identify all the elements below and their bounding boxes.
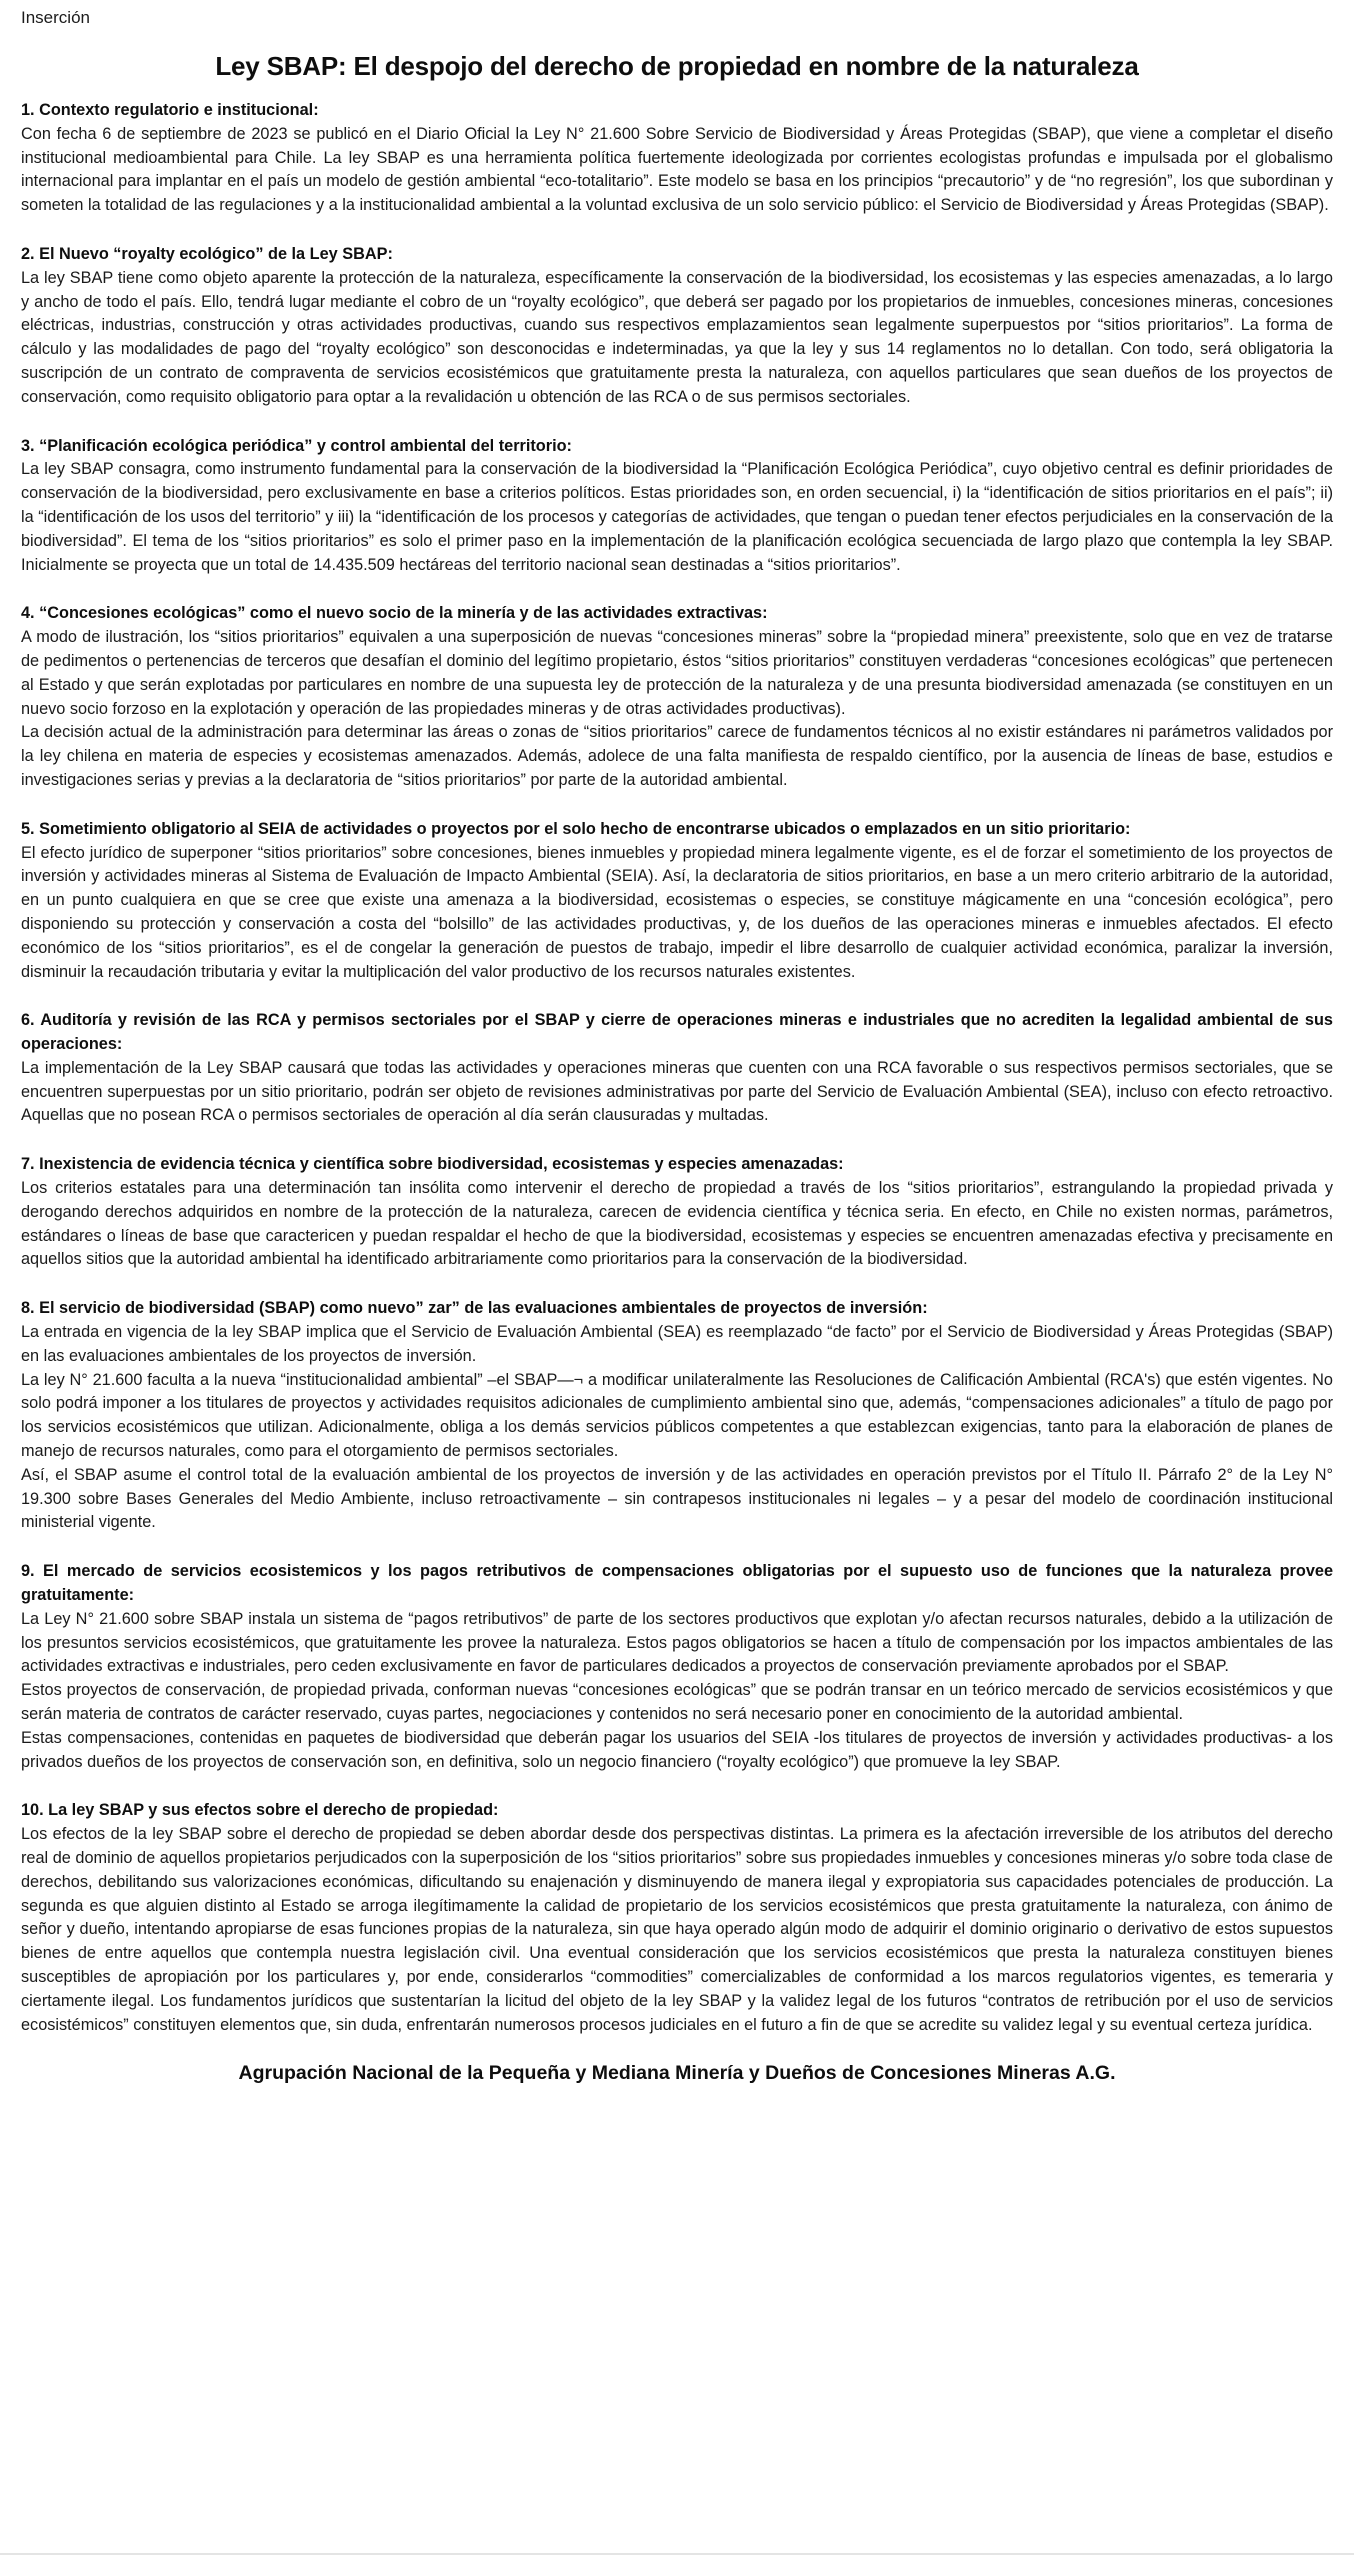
section-7-heading: 7. Inexistencia de evidencia técnica y científica sobre biodiversidad, ecosistemas y especies amenazadas: [21, 1155, 844, 1174]
section-10 [21, 1799, 1333, 2037]
section-5-heading: 5. Sometimiento obligatorio al SEIA de actividades o proyectos por el solo hecho de encontrarse ubicados o emplazados en un sitio prioritario: [21, 819, 1131, 838]
section-5-paragraph-1: El efecto jurídico de superponer “sitios prioritarios” sobre concesiones, bienes inmuebles y propiedad minera legalmente vigente, es el de forzar el sometimiento de los proyectos de inversión y actividades mineras al Sistema de Evaluación de Impacto Ambiental (SEIA). Así, la declaratoria de sitios prioritarios, en base a un mero criterio arbitrario de la autoridad, en un punto cualquiera en que se cree que existe una amenaza a la biodiversidad, ecosistemas o especies, se constituye mágicamente en una “concesión ecológica”, pero disponiendo su protección y conservación a costa del “bolsillo” de las actividades productivas, y, de los dueños de las operaciones mineras e inmuebles afectados. El efecto económico de los “sitios prioritarios”, es el de congelar la generación de puestos de trabajo, impedir el libre desarrollo de cualquier actividad económica, paralizar la inversión, disminuir la recaudación tributaria y evitar la multiplicación del valor productivo de los recursos naturales existentes. [21, 843, 1333, 981]
section-3-paragraph-1: La ley SBAP consagra, como instrumento fundamental para la conservación de la biodiversidad la “Planificación Ecológica Periódica”, cuyo objetivo central es definir prioridades de conservación de la biodiversidad, pero exclusivamente en base a criterios políticos. Estas prioridades son, en orden secuencial, i) la “identificación de sitios prioritarios en el país”; ii) la “identificación de los usos del territorio” y iii) la “identificación de los procesos y categorías de actividades, que tengan o puedan tener efectos perjudiciales en la conservación de la biodiversidad”. El tema de los “sitios prioritarios” es solo el primer paso en la implementación de la planificación ecológica secuenciada de largo plazo que contempla la ley SBAP. Inicialmente se proyecta que un total de 14.435.509 hectáreas del territorio nacional sean destinadas a “sitios prioritarios”. [21, 460, 1333, 574]
section-4-paragraph-1: A modo de ilustración, los “sitios prioritarios” equivalen a una superposición de nuevas “concesiones mineras” sobre la “propiedad minera” preexistente, solo que en vez de tratarse de pedimentos o pertenencias de terceros que desafían el dominio del legítimo propietario, éstos “sitios prioritarios” constituyen verdaderas “concesiones ecológicas” que pertenecen al Estado y que serán explotadas por particulares en nombre de una supuesta ley de protección de la naturaleza y de una presunta biodiversidad amenazada (se constituyen en un nuevo socio forzoso en la explotación y operación de las propiedades mineras y de otras actividades productivas). [21, 628, 1333, 718]
section-8-paragraph-2: La ley N° 21.600 faculta a la nueva “institucionalidad ambiental” –el SBAP—¬ a modificar unilateralmente las Resoluciones de Calificación Ambiental (RCA's) que estén vigentes. No solo podrá imponer a los titulares de proyectos y actividades requisitos adicionales de cumplimiento ambiental sino que, además, “compensaciones adicionales” a título de pago por los servicios ecosistémicos que utilizan. Adicionalmente, obliga a los demás servicios públicos competentes a que establezcan exigencias, tanto para la elaboración de planes de manejo de recursos naturales, como para el otorgamiento de permisos sectoriales. [21, 1370, 1333, 1461]
section-9-paragraph-2: Estos proyectos de conservación, de propiedad privada, conforman nuevas “concesiones ecológicas” que se podrán transar en un teórico mercado de servicios ecosistémicos y que serán materia de contratos de carácter reservado, cuyas partes, negociaciones y contenidos no será necesario poner en conocimiento de la autoridad ambiental. [21, 1681, 1333, 1724]
section-6-heading: 6. Auditoría y revisión de las RCA y permisos sectoriales por el SBAP y cierre de operaciones mineras e industriales que no acrediten la legalidad ambiental de sus operaciones: [21, 1011, 1333, 1054]
section-7 [21, 1153, 1333, 1272]
section-2-paragraph-1: La ley SBAP tiene como objeto aparente la protección de la naturaleza, específicamente la conservación de la biodiversidad, los ecosistemas y las especies amenazadas, a lo largo y ancho de todo el país. Ello, tendrá lugar mediante el cobro de un “royalty ecológico”, que deberá ser pagado por los propietarios de inmuebles, concesiones mineras, concesiones eléctricas, industrias, construcción y otras actividades productivas, cuando sus respectivos emplazamientos sean legalmente superpuestos por “sitios prioritarios”. La forma de cálculo y las modalidades de pago del “royalty ecológico” son desconocidas e indeterminadas, ya que la ley y sus 14 reglamentos no lo detallan. Con todo, será obligatoria la suscripción de un contrato de compraventa de servicios ecosistémicos que gratuitamente presta la naturaleza, con aquellos particulares que sean dueños de los proyectos de conservación, como requisito obligatorio para optar a la revalidación u obtención de las RCA o de sus permisos sectoriales. [21, 268, 1333, 406]
section-1-heading: 1. Contexto regulatorio e institucional: [21, 101, 319, 119]
kicker-label: Inserción [21, 8, 90, 27]
section-6-paragraph-1: La implementación de la Ley SBAP causará que todas las actividades y operaciones mineras que cuenten con una RCA favorable o sus respectivos permisos sectoriales, que se encuentren superpuestas por un sitio prioritario, podrán ser objeto de revisiones administrativas por parte del Servicio de Evaluación Ambiental (SEA), incluso con efecto retroactivo. Aquellas que no posean RCA o permisos sectoriales de operación al día serán clausuradas y multadas. [21, 1058, 1333, 1125]
article-body [21, 99, 1333, 2037]
page-bottom-edge [0, 2553, 1354, 2555]
section-9-heading: 9. El mercado de servicios ecosistemicos y los pagos retributivos de compensaciones obligatorias por el supuesto uso de funciones que la naturaleza provee gratuitamente: [21, 1562, 1333, 1605]
section-1-paragraph-1: Con fecha 6 de septiembre de 2023 se publicó en el Diario Oficial la Ley N° 21.600 Sobre Servicio de Biodiversidad y Áreas Protegidas (SBAP), que viene a completar el diseño institucional medioambiental para Chile. La ley SBAP es una herramienta política fuertemente ideologizada por corrientes ecologistas profundas e impulsada por el globalismo internacional para implantar en el país un modelo de gestión ambiental “eco-totalitario”. Este modelo se basa en los principios “precautorio” y de “no regresión”, los que subordinan y someten la totalidad de las regulaciones y a la institucionalidad ambiental a la voluntad exclusiva de un solo servicio público: el Servicio de Biodiversidad y Áreas Protegidas (SBAP). [21, 124, 1333, 215]
section-3 [21, 435, 1333, 578]
section-9 [21, 1560, 1333, 1774]
page-title: Ley SBAP: El despojo del derecho de propiedad en nombre de la naturaleza [215, 51, 1139, 81]
section-4-heading: 4. “Concesiones ecológicas” como el nuevo socio de la minería y de las actividades extractivas: [21, 604, 768, 623]
signature-line: Agrupación Nacional de la Pequeña y Mediana Minería y Dueños de Concesiones Mineras A.G. [238, 2062, 1116, 2085]
section-4 [21, 602, 1333, 792]
section-8-paragraph-1: La entrada en vigencia de la ley SBAP implica que el Servicio de Evaluación Ambiental (SEA) es reemplazado “de facto” por el Servicio de Biodiversidad y Áreas Protegidas (SBAP) en las evaluaciones ambientales de los proyectos de inversión. [21, 1323, 1333, 1365]
section-9-paragraph-3: Estas compensaciones, contenidas en paquetes de biodiversidad que deberán pagar los usuarios del SEIA -los titulares de proyectos de inversión y actividades productivas- a los privados dueños de los proyectos de conservación son, en definitiva, solo un negocio financiero (“royalty ecológico”) que promueve la ley SBAP. [21, 1728, 1333, 1771]
section-8-paragraph-3: Así, el SBAP asume el control total de la evaluación ambiental de los proyectos de inversión y de las actividades en operación previstos por el Título II. Párrafo 2° de la Ley N° 19.300 sobre Bases Generales del Medio Ambiente, incluso retroactivamente – sin contrapesos institucionales ni legales – y a pesar del modelo de coordinación institucional ministerial vigente. [21, 1465, 1333, 1532]
section-6 [21, 1009, 1333, 1128]
section-5 [21, 818, 1333, 985]
section-7-paragraph-1: Los criterios estatales para una determinación tan insólita como intervenir el derecho de propiedad a través de los “sitios prioritarios”, estrangulando la propiedad privada y derogando derechos adquiridos en nombre de la protección de la naturaleza, carecen de evidencia científica y técnica seria. En efecto, en Chile no existen normas, parámetros, estándares o líneas de base que caractericen y puedan respaldar el hecho de que la biodiversidad, ecosistemas y especies se encuentren amenazadas efectiva y precisamente en aquellos sitios que la autoridad ambiental ha identificado arbitrariamente como prioritarios para la conservación de la biodiversidad. [21, 1179, 1333, 1269]
section-2 [21, 243, 1333, 410]
section-10-heading: 10. La ley SBAP y sus efectos sobre el derecho de propiedad: [21, 1801, 499, 1820]
section-8 [21, 1297, 1333, 1535]
section-2-heading: 2. El Nuevo “royalty ecológico” de la Ley SBAP: [21, 244, 393, 263]
section-10-paragraph-1: Los efectos de la ley SBAP sobre el derecho de propiedad se deben abordar desde dos perspectivas distintas. La primera es la afectación irreversible de los atributos del derecho real de dominio de aquellos propietarios perjudicados con la superposición de los “sitios prioritarios” sobre sus propiedades inmuebles y concesiones mineras y/o sobre toda clase de derechos, debilitando sus valorizaciones económicas, dificultando su enajenación y disminuyendo de manera ilegal y expropiatoria sus capacidades potenciales de producción. La segunda es que alguien distinto al Estado se arroga ilegítimamente la calidad de propietario de los servicios ecosistémicos que presta gratuitamente la naturaleza, con ánimo de señor y dueño, intentando apropiarse de esas funciones propias de la naturaleza, sin que haya operado algún modo de adquirir el dominio originario o derivativo de estos supuestos bienes de entre aquellos que contempla nuestra legislación civil. Una eventual consideración que los servicios ecosistémicos que presta la naturaleza constituyen bienes susceptibles de apropiación por los particulares y, por ende, considerarlos “commodities” comercializables de conformidad a los marcos regulatorios vigentes, es temeraria y ciertamente ilegal. Los fundamentos jurídicos que sustentarían la licitud del objeto de la ley SBAP y la validez legal de los futuros “contratos de retribución por el uso de servicios ecosistémicos” constituyen elementos que, sin duda, enfrentarán numerosos procesos judiciales en el futuro a fin de que se acredite su validez legal y su eventual certeza jurídica. [21, 1825, 1333, 2034]
section-1 [21, 99, 1333, 218]
section-9-paragraph-1: La Ley N° 21.600 sobre SBAP instala un sistema de “pagos retributivos” de parte de los sectores productivos que explotan y/o afectan recursos naturales, debido a la utilización de los presuntos servicios ecosistémicos, que gratuitamente les provee la naturaleza. Estos pagos obligatorios se hacen a título de compensación por los impactos ambientales de las actividades extractivas e industriales, pero ceden exclusivamente en favor de particulares dedicados a proyectos de conservación previamente aprobados por el SBAP. [21, 1609, 1333, 1676]
section-8-heading: 8. El servicio de biodiversidad (SBAP) como nuevo” zar” de las evaluaciones ambientales de proyectos de inversión: [21, 1299, 928, 1318]
section-4-paragraph-2: La decisión actual de la administración para determinar las áreas o zonas de “sitios prioritarios” carece de fundamentos técnicos al no existir estándares ni parámetros validados por la ley chilena en materia de especies y ecosistemas amenazados. Además, adolece de una falta manifiesta de respaldo científico, por la ausencia de líneas de base, estudios e investigaciones serias y previas a la declaratoria de “sitios prioritarios” por parte de la autoridad ambiental. [21, 723, 1333, 789]
section-3-heading: 3. “Planificación ecológica periódica” y control ambiental del territorio: [21, 436, 572, 455]
